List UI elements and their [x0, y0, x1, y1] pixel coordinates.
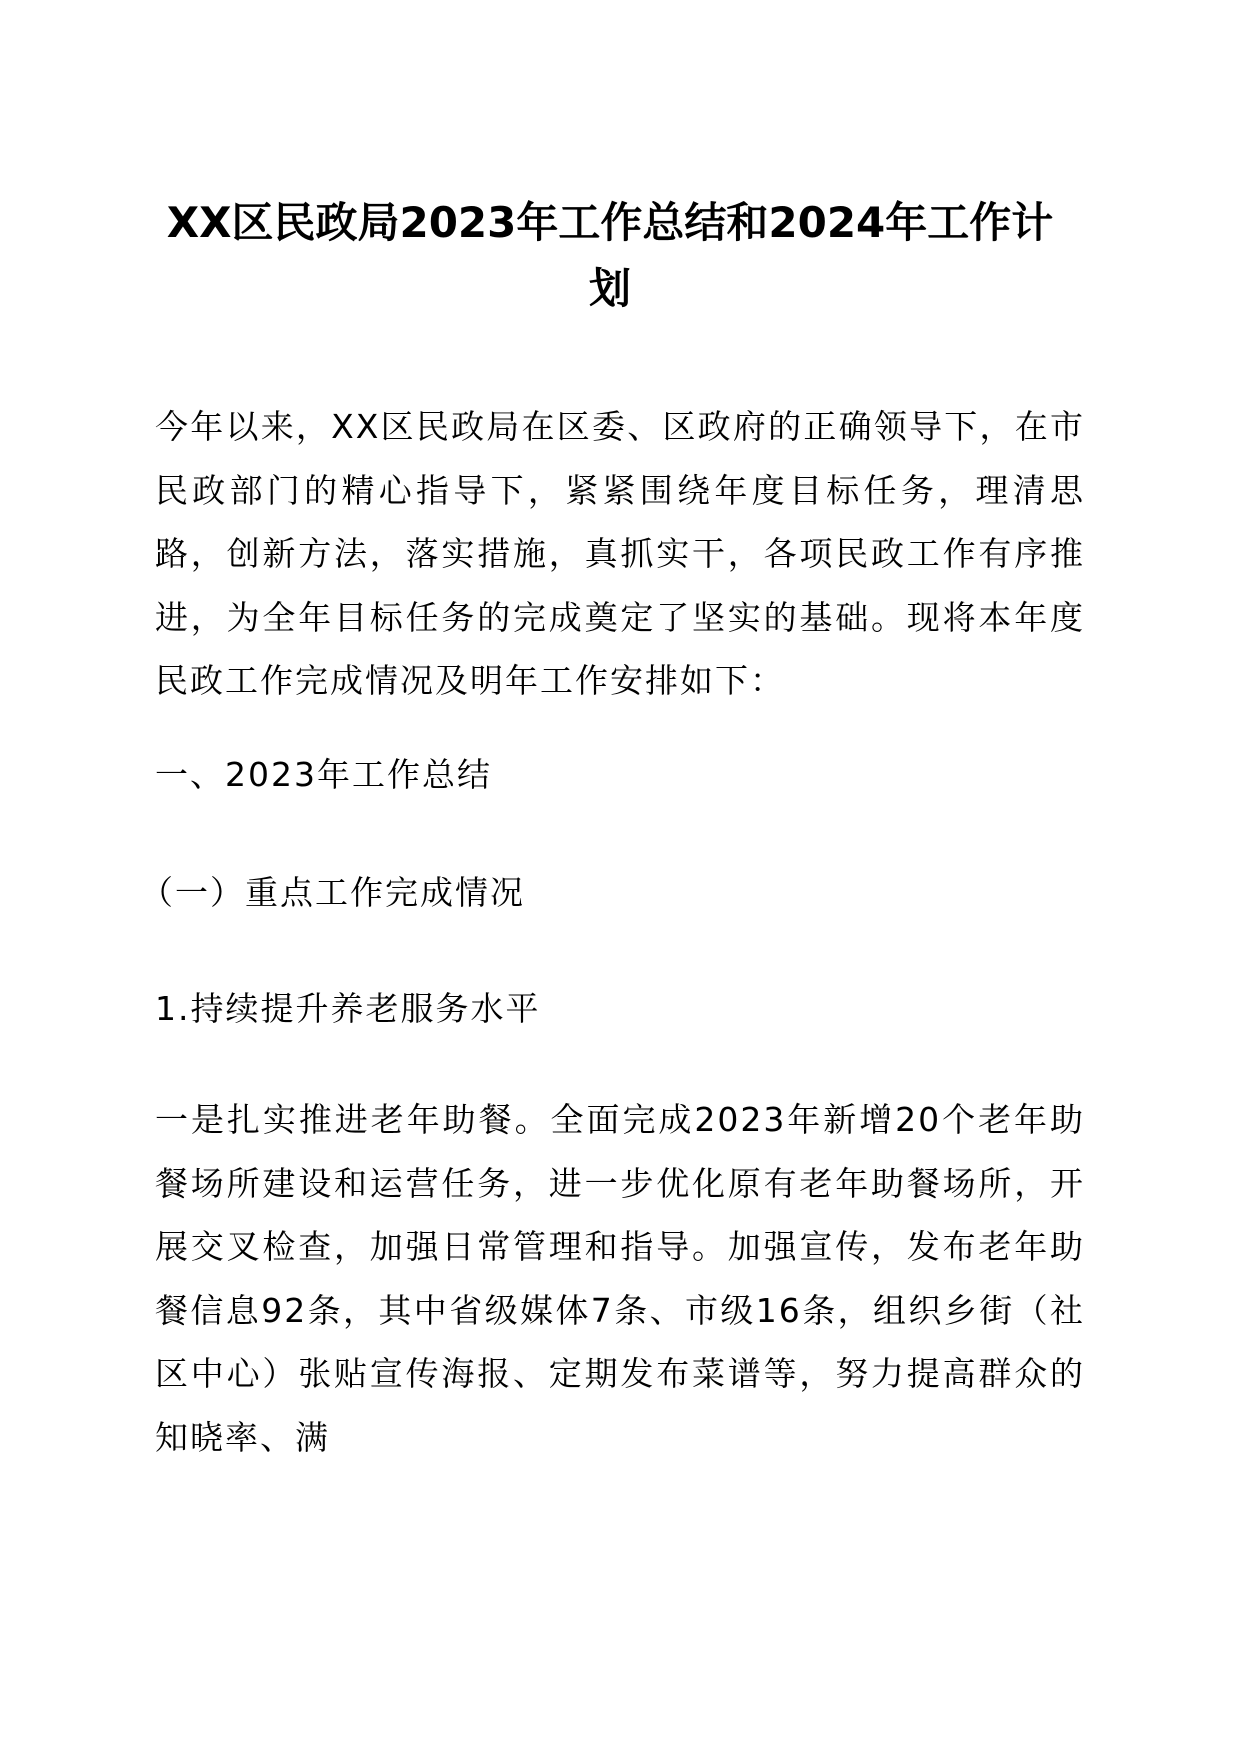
item-body-paragraph: 一是扎实推进老年助餐。全面完成2023年新增20个老年助餐场所建设和运营任务，进一步优化原有老年助餐场所，开展交叉检查，加强日常管理和指导。加强宣传，发布老年助餐信息92条，其中省级媒体7条、市级16条，组织乡街（社区中心）张贴宣传海报、定期发布菜谱等，努力提高群众的知晓率、满 — [155, 1100, 1085, 1457]
intro-paragraph: 今年以来，XX区民政局在区委、区政府的正确领导下，在市民政部门的精心指导下，紧紧围绕年度目标任务，理清思路，创新方法，落实措施，真抓实干，各项民政工作有序推进，为全年目标任务的完成奠定了坚实的基础。现将本年度民政工作完成情况及明年工作安排如下： — [155, 407, 1085, 700]
section-heading: 一、2023年工作总结 — [155, 755, 492, 794]
document-title: XX区民政局2023年工作总结和2024年工作计划 — [166, 198, 1054, 313]
item-heading: 1.持续提升养老服务水平 — [155, 989, 541, 1028]
subsection-heading: （一）重点工作完成情况 — [140, 873, 525, 912]
